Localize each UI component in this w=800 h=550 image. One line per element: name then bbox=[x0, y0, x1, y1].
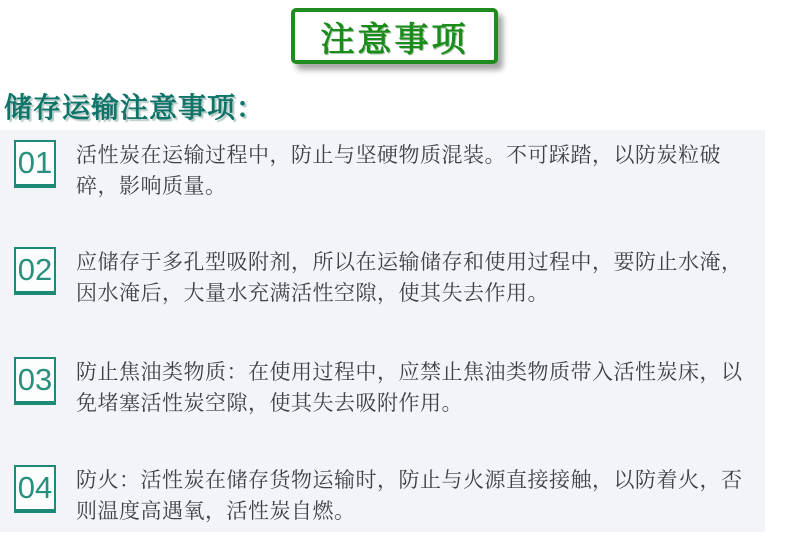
precaution-item-2 bbox=[14, 247, 754, 309]
title-badge bbox=[291, 8, 498, 64]
title-badge-text: 注意事项 bbox=[320, 20, 469, 59]
item-text-3: 防止焦油类物质：在使用过程中，应禁止焦油类物质带入活性炭床，以免堵塞活性炭空隙，使其失去吸附作用。 bbox=[76, 361, 743, 415]
item-text-2: 应储存于多孔型吸附剂，所以在运输储存和使用过程中，要防止水淹，因水淹后，大量水充满活性空隙，使其失去作用。 bbox=[76, 251, 743, 305]
item-text-4: 防火：活性炭在储存货物运输时，防止与火源直接接触，以防着火，否则温度高遇氧，活性炭自燃。 bbox=[76, 469, 743, 523]
item-number-badge-4: 04 bbox=[14, 465, 56, 513]
item-number-badge-1: 01 bbox=[14, 140, 56, 188]
item-number-badge-2: 02 bbox=[14, 247, 56, 295]
precaution-item-1 bbox=[14, 140, 754, 202]
precautions-panel bbox=[0, 130, 765, 532]
item-number-badge-3: 03 bbox=[14, 357, 56, 405]
precaution-item-4 bbox=[14, 465, 754, 527]
section-heading: 储存运输注意事项： bbox=[4, 92, 266, 123]
item-text-1: 活性炭在运输过程中，防止与坚硬物质混装。不可踩踏，以防炭粒破碎，影响质量。 bbox=[76, 144, 721, 198]
precaution-item-3 bbox=[14, 357, 754, 419]
